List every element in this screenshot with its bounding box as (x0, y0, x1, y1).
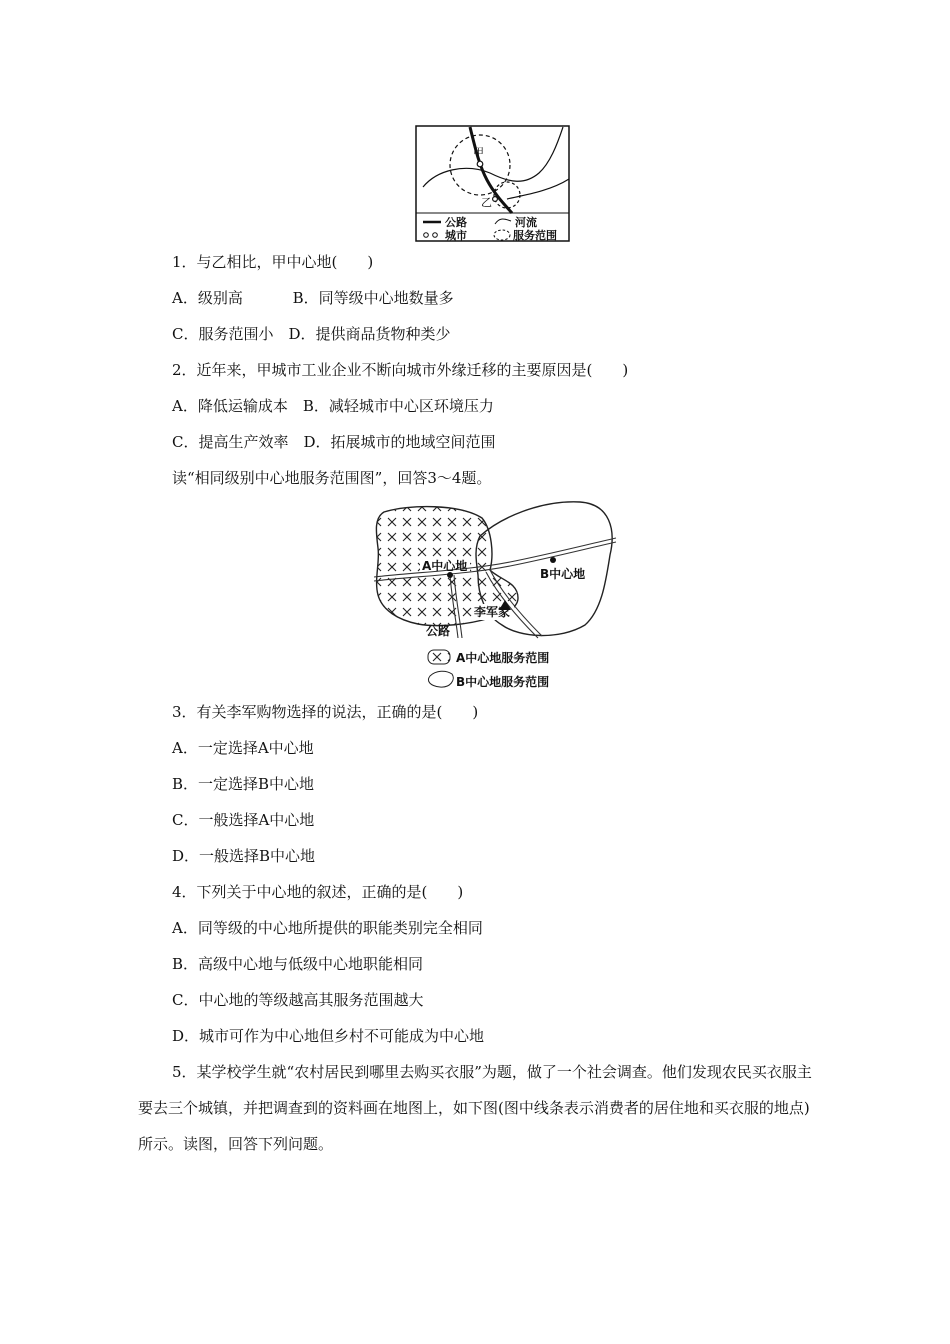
question-4-option-a: A．同等级的中心地所提供的职能类别完全相同 (172, 919, 483, 937)
legend-city: 城市 (445, 229, 467, 242)
road-label: 公路 (426, 624, 451, 638)
service-range-map-2 (370, 500, 620, 695)
intro-questions-3-4: 读“相同级别中心地服务范围图”，回答3～4题。 (172, 469, 492, 487)
legend-service: 服务范围 (513, 229, 557, 242)
question-4-option-c: C．中心地的等级越高其服务范围越大 (172, 991, 424, 1009)
question-3-option-d: D．一般选择B中心地 (172, 847, 316, 865)
city-yi-marker (493, 197, 498, 202)
city-jia-label: 甲 (473, 146, 484, 159)
question-1-options-ab: A．级别高 B．同等级中心地数量多 (172, 289, 454, 307)
question-3-stem: 3．有关李军购物选择的说法，正确的是( ) (172, 703, 479, 721)
legend-river: 河流 (515, 216, 537, 229)
question-2-options-cd: C．提高生产效率 D．拓展城市的地域空间范围 (172, 433, 496, 451)
question-3-option-a: A．一定选择A中心地 (172, 739, 314, 757)
question-3-option-b: B．一定选择B中心地 (172, 775, 315, 793)
center-b-label: B中心地 (540, 567, 586, 581)
legend-b-service: B中心地服务范围 (456, 675, 550, 689)
question-2-stem: 2．近年来，甲城市工业企业不断向城市外缘迁移的主要原因是( ) (172, 361, 629, 379)
city-jia-marker (477, 161, 483, 167)
legend-road: 公路 (445, 216, 467, 229)
question-4-option-b: B．高级中心地与低级中心地职能相同 (172, 955, 424, 973)
question-4-stem: 4．下列关于中心地的叙述，正确的是( ) (172, 883, 464, 901)
center-b-marker (550, 557, 556, 563)
service-range-map-1 (415, 125, 571, 243)
question-4-option-d: D．城市可作为中心地但乡村不可能成为中心地 (172, 1027, 485, 1045)
question-5-paragraph (138, 1054, 818, 1162)
city-yi-label: 乙 (481, 196, 492, 209)
question-3-option-c: C．一般选择A中心地 (172, 811, 315, 829)
li-jun-home-label: 李军家 (474, 605, 511, 619)
question-5-text: 5．某学校学生就“农村居民到哪里去购买衣服”为题，做了一个社会调查。他们发现农民买衣服主要去三个城镇，并把调查到的资料画在地图上，如下图(图中线条表示消费者的居住地和买衣服的地点)所示。读图，回答下列问题。 (138, 1063, 812, 1153)
question-1-options-cd: C．服务范围小 D．提供商品货物种类少 (172, 325, 451, 343)
center-a-label: A中心地 (422, 559, 468, 573)
legend-a-service: A中心地服务范围 (456, 651, 550, 665)
question-2-options-ab: A．降低运输成本 B．减轻城市中心区环境压力 (172, 397, 494, 415)
question-1-stem: 1．与乙相比，甲中心地( ) (172, 253, 374, 271)
